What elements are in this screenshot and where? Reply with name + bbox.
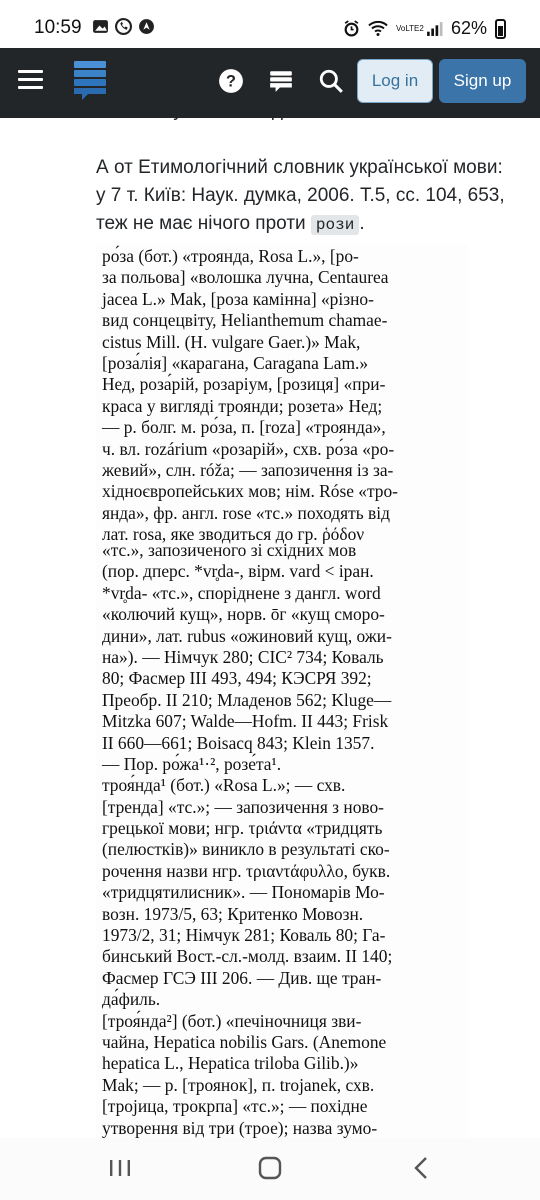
scan-text-line: янда», фр. англ. rose «тс.» походять від: [102, 502, 390, 523]
scan-text-line: [троя́нда²] (бот.) «печіночниця зви-: [102, 1010, 362, 1031]
scan-text-line: жевий», слн. róža; — запозичення із за-: [102, 459, 394, 480]
scan-text-line: hepatica L., Hepatica triloba Gilib.)»: [102, 1053, 359, 1074]
scan-text-line: Mak; — р. [троянок], п. trojanek, схв.: [102, 1074, 375, 1095]
scan-text-line: Нед, роза́рій, розаріум, [розиця] «при-: [102, 374, 386, 395]
scan-text-line: — Пор. ро́жа¹·², розе́та¹.: [102, 753, 282, 774]
scan-text-line: [тројица, трокрпа] «тс.»; — похідне: [102, 1096, 368, 1117]
inline-code: рози: [311, 215, 359, 235]
scan-text-line: *vr̥da- «тс.», споріднене з дангл. word: [102, 582, 381, 603]
scan-text-line: Преобр. II 210; Младенов 562; Kluge—: [102, 689, 392, 710]
battery-icon: [495, 19, 506, 39]
scan-text-line: возн. 1973/5, 63; Критенко Мовозн.: [102, 903, 364, 924]
signup-button[interactable]: Sign up: [439, 59, 526, 103]
scan-text-line: II 660—661; Boisacq 843; Klein 1357.: [102, 732, 375, 753]
status-time: 10:59: [34, 17, 82, 38]
scan-text-line: краса у вигляді троянди; розета» Нед;: [102, 395, 383, 416]
alarm-icon: [343, 20, 360, 37]
scan-text-line: (пелюстків)» виникло в результаті ско-: [102, 839, 390, 860]
recent-apps-icon[interactable]: [107, 1156, 133, 1180]
dictionary-entry-roza: [102, 246, 462, 545]
notification-icons: [92, 18, 155, 35]
scan-text-line: Mitzka 607; Walde—Hofm. II 443; Frisk: [102, 711, 389, 732]
scan-text-line: грецької мови; нгр. τριάντα «тридцять: [102, 818, 383, 839]
answer-paragraph: [96, 154, 516, 239]
scan-text-line: утворення від три (трое); назва зумо-: [102, 1117, 378, 1138]
network-type-label: VoLTE2: [395, 23, 424, 33]
site-header: [0, 48, 540, 118]
wifi-icon: [368, 20, 388, 37]
scan-text-line: Фасмер ГСЭ III 206. — Див. ще тран-: [102, 967, 382, 988]
achievements-inbox-icon[interactable]: [268, 68, 294, 94]
scan-text-line: лат. rosa, яке зводиться до гр. ῥόδον: [102, 524, 365, 545]
scan-text-line: на»). — Німчук 280; СІС² 734; Коваль: [102, 646, 384, 667]
system-navigation-bar: [0, 1138, 540, 1200]
scan-text-line: хідноєвропейських мов; нім. Róse «тро-: [102, 481, 398, 502]
scan-text-line: [тренда] «тс.»; — запозичення з ново-: [102, 796, 384, 817]
viber-icon: [115, 18, 132, 35]
search-icon[interactable]: [318, 68, 344, 94]
paragraph-text: А от Етимологічний словник української мови: у 7 т. Київ: Наук. думка, 2006. Т.5, сс. 104, 653, теж не має нічого проти: [96, 157, 505, 234]
page-content: [0, 48, 540, 1138]
scan-text-line: чайна, Hepatica nobilis Gars. (Anemone: [102, 1031, 387, 1052]
scan-text-line: «тс.», запозиченого зі східних мов: [102, 540, 357, 560]
navigation-icon: [138, 18, 155, 35]
back-icon[interactable]: [409, 1156, 435, 1180]
scan-text-line: троя́нда¹ (бот.) «Rosa L.»; — схв.: [102, 775, 346, 796]
paragraph-end: .: [359, 213, 365, 234]
dictionary-scan-image: [96, 244, 468, 1138]
home-icon[interactable]: [257, 1156, 283, 1180]
scan-text-line: за польова] «волошка лучна, Centaurea: [102, 267, 389, 288]
scan-text-line: рочення назви нгр. τριαντάφυλλο, букв.: [102, 860, 391, 881]
scan-text-line: вид сонцецвіту, Helianthemum chamae-: [102, 310, 388, 331]
help-icon[interactable]: [218, 68, 244, 94]
scan-text-line: «тридцятилисник». — Пономарів Мо-: [102, 882, 385, 903]
scan-text-line: дини», лат. rubus «ожиновий кущ, ожи-: [102, 625, 392, 646]
scan-text-line: (пор. дперс. *vr̥da-, вірм. vard < іран.: [102, 561, 374, 582]
scan-text-line: cistus Mill. (H. vulgare Gaer.)» Mak,: [102, 331, 361, 352]
scan-text-line: «колючий кущ», норв. ōг «кущ сморо-: [102, 604, 385, 625]
battery-percent: 62%: [450, 18, 487, 38]
scan-text-line: ро́за (бот.) «троянда, Rosa L.», [ро-: [102, 246, 359, 266]
site-logo-icon[interactable]: [72, 59, 108, 103]
status-bar: [0, 0, 540, 48]
dictionary-entry-troyanda: [102, 540, 462, 1182]
gallery-icon: [92, 18, 109, 35]
scan-text-line: бинський Вост.-сл.-молд. взаим. II 140;: [102, 946, 393, 967]
scan-text-line: jacea L.» Mak, [роза камінна] «різно-: [102, 288, 374, 309]
svg-text:?: ?: [226, 72, 236, 91]
login-button[interactable]: Log in: [357, 59, 433, 103]
scan-text-line: 1973/2, 31; Німчук 281; Коваль 80; Га-: [102, 925, 386, 946]
scan-text-line: ч. вл. rozárium «розарій», схв. ро́за «ро-: [102, 438, 395, 459]
scan-text-line: [роза́лія] «карагана, Caragana Lam.»: [102, 352, 369, 373]
scan-text-line: — р. болг. м. ро́за, п. [roza] «троянда»,: [102, 417, 386, 438]
signal-icon: [426, 20, 443, 37]
scan-text-line: да́филь.: [102, 989, 161, 1010]
menu-icon[interactable]: [18, 70, 43, 90]
scan-text-line: 80; Фасмер III 493, 494; КЭСРЯ 392;: [102, 668, 372, 689]
